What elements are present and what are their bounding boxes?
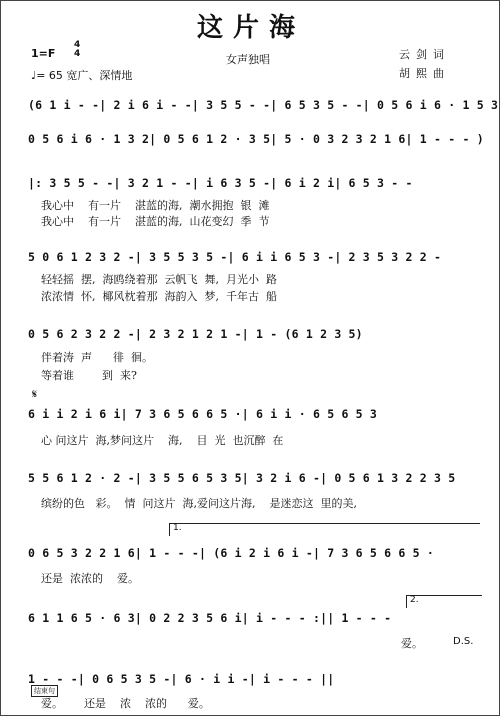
- lyric-row-9: 爱。: [401, 637, 423, 650]
- lyric-row-5b: 等着谁 到 来?: [41, 369, 137, 382]
- time-bottom: 4: [74, 49, 81, 59]
- second-ending-label: 2.: [410, 595, 419, 605]
- coda-label: 结束句: [31, 685, 58, 697]
- lyric-row-4b: 浓浓情 怀, 椰风枕着那 海韵入 梦, 千年古 船: [41, 290, 277, 303]
- tempo-marking: ♩= 65 宽广、深情地: [31, 69, 133, 82]
- notation-row-8: 0 6 5 3 2 2 1 6| 1 - - -| (6 i 2 i 6 i -| 7 3 6 5 6 6 5 ·: [28, 546, 435, 560]
- notation-row-6: 6 i i 2 i 6 i| 7 3 6 5 6 6 5 ·| 6 i i · 6 5 6 5 3: [28, 407, 378, 421]
- second-ending-bracket: [406, 595, 482, 608]
- lyric-row-3b: 我心中 有一片 湛蓝的海, 山花变幻 季 节: [41, 215, 270, 228]
- lyric-row-4a: 轻轻摇 摆, 海鸥绕着那 云帆飞 舞, 月光小 路: [41, 273, 277, 286]
- composer-credit: 胡熙曲: [399, 67, 450, 80]
- lyricist-credit: 云剑词: [399, 48, 450, 61]
- notation-row-9: 6 1 1 6 5 · 6 3| 0 2 2 3 5 6 i| i - - - :|| 1 - - -: [28, 611, 392, 625]
- segno-mark: 𝄋: [32, 387, 38, 401]
- first-ending-bracket: [169, 523, 480, 536]
- lyric-row-6: 心 问这片 海,梦问这片 海, 目 光 也沉醉 在: [41, 434, 284, 447]
- time-top: 4: [74, 40, 81, 50]
- notation-row-3: |: 3 5 5 - -| 3 2 1 - -| i 6 3 5 -| 6 i 2 i| 6 5 3 - -: [28, 176, 413, 190]
- song-title: 这片海: [196, 13, 305, 43]
- notation-row-2: 0 5 6 i 6 · 1 3 2| 0 5 6 1 2 · 3 5| 5 · 0 3 2 3 2 1 6| 1 - - - ): [28, 132, 484, 146]
- lyric-row-8: 还是 浓浓的 爱。: [41, 572, 139, 585]
- lyric-row-3a: 我心中 有一片 湛蓝的海, 潮水拥抱 银 滩: [41, 199, 270, 212]
- key-signature: 1=F: [31, 47, 56, 60]
- notation-row-4: 5 0 6 1 2 3 2 -| 3 5 5 3 5 -| 6 i i 6 5 3 -| 2 3 5 3 2 2 -: [28, 250, 442, 264]
- notation-row-7: 5 5 6 1 2 · 2 -| 3 5 5 6 5 3 5| 3 2 i 6 -| 0 5 6 1 3 2 2 3 5: [28, 471, 456, 485]
- notation-row-1: (6 1 i - -| 2 i 6 i - -| 3 5 5 - -| 6 5 3 5 - -| 0 5 6 i 6 · 1 5 3: [28, 98, 499, 112]
- time-signature: [74, 41, 80, 59]
- notation-row-5: 0 5 6 2 3 2 2 -| 2 3 2 1 2 1 -| 1 - (6 1 2 3 5): [28, 327, 363, 341]
- first-ending-label: 1.: [173, 523, 182, 533]
- lyric-row-7: 缤纷的色 彩。 情 问这片 海,爱问这片海, 是迷恋这 里的美,: [41, 497, 357, 510]
- lyric-row-5a: 伴着涛 声 徘 徊。: [41, 351, 153, 364]
- dal-segno-mark: D.S.: [453, 636, 474, 647]
- performer-label: 女声独唱: [226, 53, 270, 66]
- lyric-row-10: 爱。 还是 浓 浓的 爱。: [41, 697, 210, 710]
- notation-row-10: 1 - - -| 0 6 5 3 5 -| 6 · i i -| i - - - ||: [28, 672, 335, 686]
